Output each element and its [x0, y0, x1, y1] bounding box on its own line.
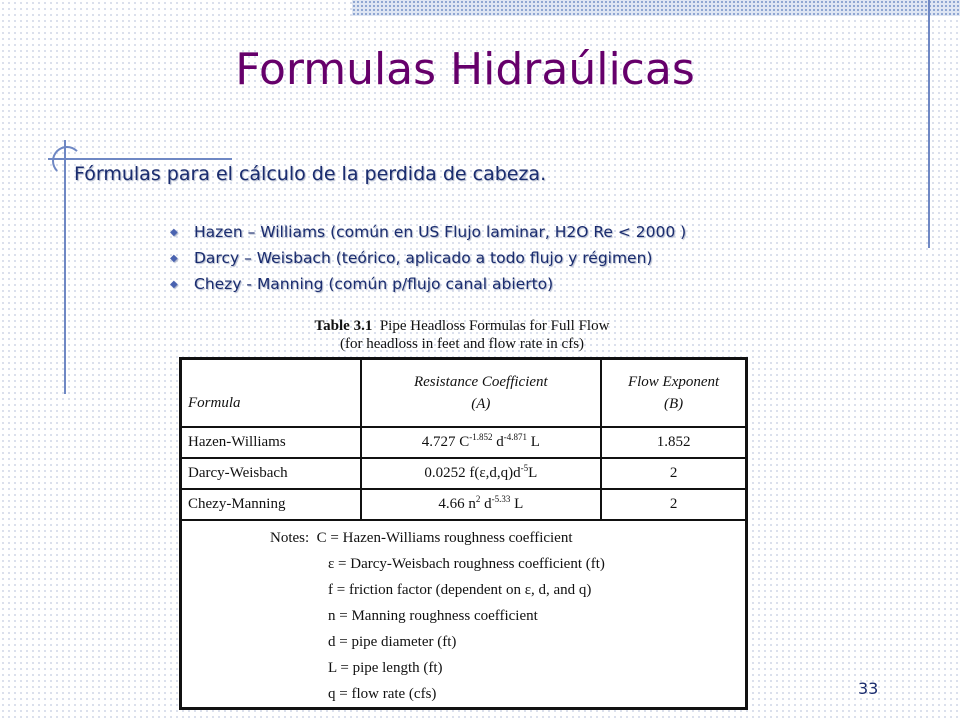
diamond-bullet-icon: ◆ — [170, 227, 178, 238]
table-caption-label: Table 3.1 — [314, 318, 373, 334]
header-formula: Formula — [181, 359, 361, 428]
table-caption-title: Pipe Headloss Formulas for Full Flow — [379, 318, 610, 334]
bullet-item — [170, 222, 686, 248]
bullet-item — [170, 248, 686, 274]
cell-formula: Hazen-Williams — [181, 427, 361, 458]
table-caption — [282, 317, 642, 353]
page-number: 33 — [858, 679, 879, 698]
table-notes — [181, 520, 747, 709]
note-item: n = Manning roughness coefficient — [328, 608, 538, 624]
notes-label: Notes: — [270, 530, 310, 546]
cell-exponent: 1.852 — [601, 427, 746, 458]
diamond-bullet-icon: ◆ — [170, 253, 178, 264]
header-flow-exponent: Flow Exponent (B) — [601, 359, 746, 428]
table-row — [181, 427, 747, 458]
slide-title: Formulas Hidraúlicas — [235, 44, 695, 95]
decorative-top-band — [352, 0, 960, 16]
bullet-text: Darcy – Weisbach (teórico, aplicado a todo flujo y régimen) — [194, 249, 653, 267]
bullet-text: Hazen – Williams (común en US Flujo laminar, H2O Re < 2000 ) — [194, 223, 687, 241]
headloss-formulas-table — [179, 357, 748, 710]
cell-coefficient: 4.727 $C^{-1.852}$ $d^{-4.871}$ L — [361, 427, 602, 458]
slide-subtitle: Fórmulas para el cálculo de la perdida de cabeza. — [74, 163, 547, 185]
decorative-vertical-line-left — [64, 140, 66, 394]
diamond-bullet-icon: ◆ — [170, 279, 178, 290]
cell-coefficient: 0.0252 $f(\varepsilon,d,q)d^{-5}L$ — [361, 458, 602, 489]
bullet-item — [170, 274, 686, 300]
table-notes-row — [181, 520, 747, 709]
note-item: d = pipe diameter (ft) — [328, 634, 457, 650]
note-item: f = friction factor (dependent on ε, d, and q) — [328, 582, 592, 598]
note-item: q = flow rate (cfs) — [328, 686, 437, 702]
note-item: L = pipe length (ft) — [328, 660, 443, 676]
cell-formula: Darcy-Weisbach — [181, 458, 361, 489]
table-caption-subtitle: (for headloss in feet and flow rate in cfs) — [339, 336, 585, 352]
cell-coefficient: 4.66 $n^2$ $d^{-5.33}$ L — [361, 489, 602, 520]
bullet-list — [170, 222, 686, 300]
header-resistance-coefficient: Resistance Coefficient (A) — [361, 359, 602, 428]
table-row — [181, 489, 747, 520]
cell-exponent: 2 — [601, 458, 746, 489]
note-item: Notes: C = Hazen-Williams roughness coefficient — [270, 530, 573, 546]
decorative-vertical-line-right — [928, 0, 930, 248]
cell-exponent: 2 — [601, 489, 746, 520]
bullet-text: Chezy - Manning (común p/flujo canal abierto) — [194, 275, 554, 293]
note-item: ε = Darcy-Weisbach roughness coefficient (ft) — [328, 556, 605, 572]
table-header-row — [181, 359, 747, 428]
cell-formula: Chezy-Manning — [181, 489, 361, 520]
table-row — [181, 458, 747, 489]
